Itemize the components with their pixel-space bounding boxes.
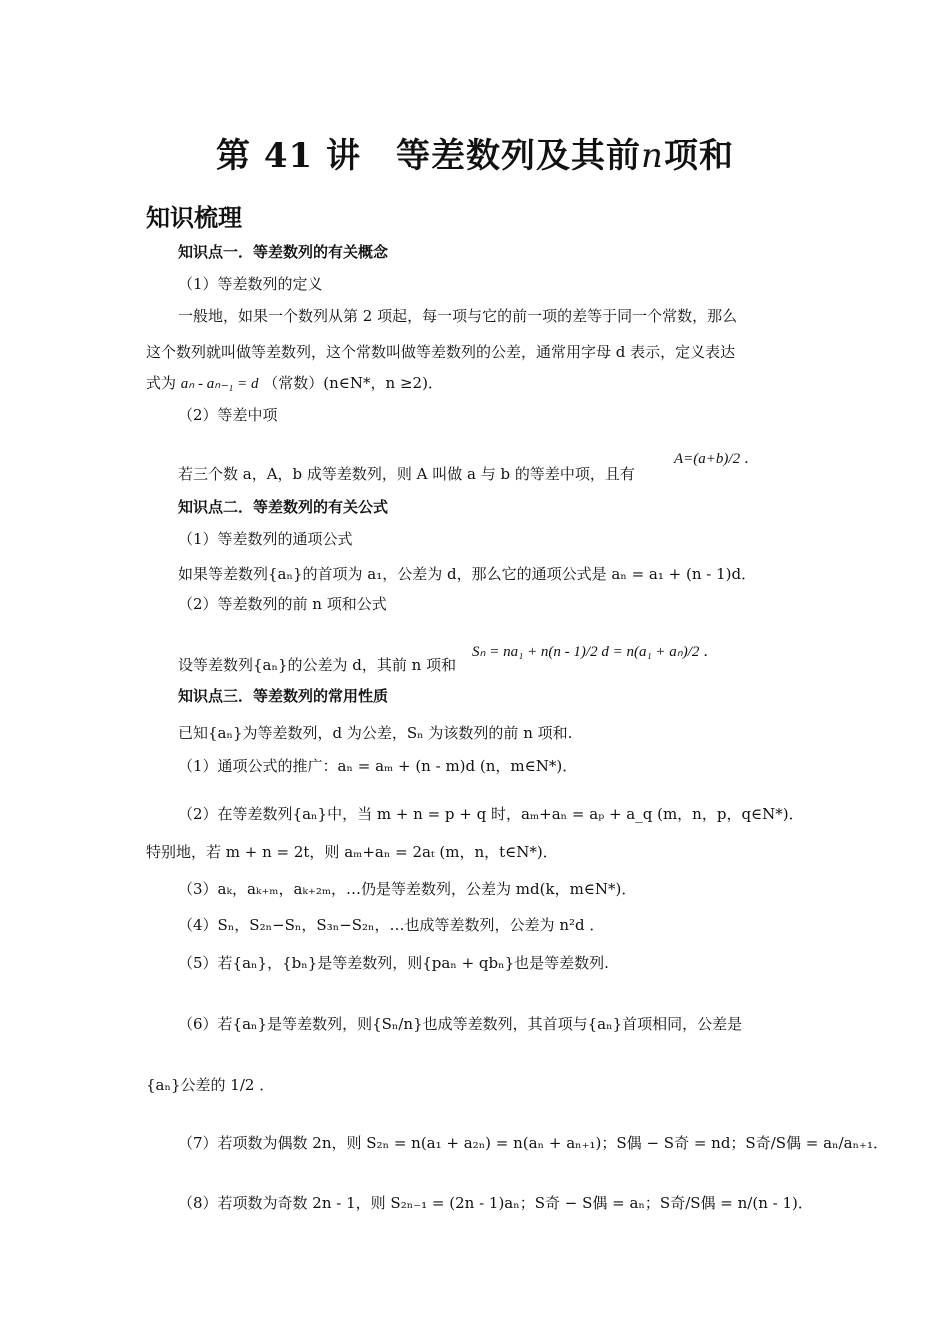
kp2-s2-line: 设等差数列{aₙ}的公差为 d，其前 n 项和 [178, 656, 457, 674]
kp2-s2-formula: Sₙ = na₁ + n(n - 1)/2 d = n(a₁ + aₙ)/2 ． [472, 644, 719, 660]
kp1-s2-formula: A=(a+b)/2 ． [674, 451, 759, 467]
kp2-s2-title: （2）等差数列的前 n 项和公式 [178, 595, 387, 613]
kp3-p2: （2）在等差数列{aₙ}中，当 m + n = p + q 时，aₘ+aₙ = aₚ + a_q (m，n，p，q∈N*)． [178, 805, 804, 823]
kp2-heading: 知识点二．等差数列的有关公式 [178, 498, 389, 516]
title-var: n [641, 136, 664, 176]
kp1-s2-line [178, 463, 635, 485]
title-suffix: 项和 [663, 136, 734, 176]
kp3-p1: （1）通项公式的推广：aₙ = aₘ + (n - m)d (n，m∈N*)． [178, 757, 578, 775]
kp3-p2b: 特别地，若 m + n = 2t，则 aₘ+aₙ = 2aₜ (m，n，t∈N*)． [146, 843, 558, 861]
page-title [0, 128, 950, 177]
kp3-p3: （3）aₖ，aₖ₊ₘ，aₖ₊₂ₘ，…仍是等差数列，公差为 md(k，m∈N*)． [178, 880, 637, 898]
kp3-p6b: {aₙ}公差的 1/2 ． [146, 1076, 275, 1094]
kp1-s2-text: 若三个数 a，A，b 成等差数列，则 A 叫做 a 与 b 的等差中项，且有 [178, 465, 635, 483]
section-heading: 知识梳理 [146, 203, 242, 232]
kp1-s2-title: （2）等差中项 [178, 406, 278, 424]
kp3-p4: （4）Sₙ，S₂ₙ−Sₙ，S₃ₙ−S₂ₙ，…也成等差数列，公差为 n²d ． [178, 916, 605, 934]
title-prefix: 第 41 讲 等差数列及其前 [216, 136, 642, 176]
kp3-p5: （5）若{aₙ}，{bₙ}是等差数列，则{paₙ + qbₙ}也是等差数列. [178, 954, 609, 972]
kp1-s1-title: （1）等差数列的定义 [178, 275, 323, 293]
kp1-s1-line3-prefix: 式为 [146, 374, 177, 392]
kp3-p6: （6）若{aₙ}是等差数列，则{Sₙ/n}也成等差数列，其首项与{aₙ}首项相同，公差是 [178, 1015, 743, 1033]
kp1-s1-line1: 一般地，如果一个数列从第 2 项起，每一项与它的前一项的差等于同一个常数，那么 [178, 307, 738, 325]
kp3-p8: （8）若项数为奇数 2n - 1，则 S₂ₙ₋₁ = (2n - 1)aₙ；S奇 − S偶 = aₙ；S奇/S偶 = n/(n - 1)． [178, 1194, 813, 1212]
kp1-s1-definition-formula: aₙ - aₙ₋₁ = d [180, 376, 259, 392]
kp2-s1-title: （1）等差数列的通项公式 [178, 530, 353, 548]
kp1-s1-line3 [146, 372, 443, 395]
kp3-heading: 知识点三．等差数列的常用性质 [178, 687, 389, 705]
kp1-s1-line3-suffix: （常数）(n∈N*，n ≥2)． [263, 374, 443, 392]
kp2-s1-line: 如果等差数列{aₙ}的首项为 a₁，公差为 d，那么它的通项公式是 aₙ = a₁ + (n - 1)d． [178, 565, 757, 583]
kp1-heading: 知识点一．等差数列的有关概念 [178, 243, 389, 261]
kp3-intro: 已知{aₙ}为等差数列，d 为公差，Sₙ 为该数列的前 n 项和. [178, 724, 573, 742]
kp1-s1-line2: 这个数列就叫做等差数列，这个常数叫做等差数列的公差，通常用字母 d 表示，定义表达 [146, 343, 736, 361]
kp3-p7: （7）若项数为偶数 2n，则 S₂ₙ = n(a₁ + a₂ₙ) = n(aₙ + aₙ₊₁)；S偶 − S奇 = nd；S奇/S偶 = aₙ/aₙ₊₁． [178, 1134, 888, 1152]
